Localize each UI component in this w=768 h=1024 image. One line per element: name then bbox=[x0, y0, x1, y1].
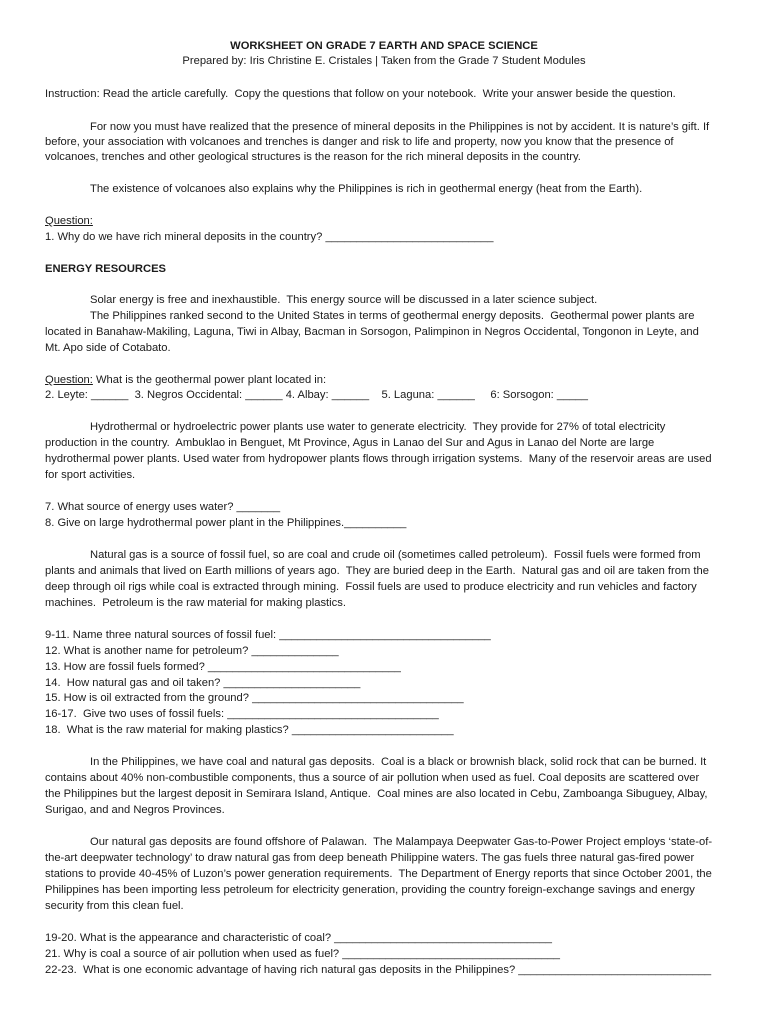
gas-paragraph-line: Philippines has been importing less petroleum for electricity generation, providing the country foreign-exchange savings and energy bbox=[45, 884, 695, 896]
volcano-paragraph: The existence of volcanoes also explains why the Philippines is rich in geothermal energy (heat from the Earth). bbox=[90, 183, 643, 195]
coal-paragraph-line: Surigao, and and Negros Provinces. bbox=[45, 804, 225, 816]
fossil-paragraph-line: machines. Petroleum is the raw material for making plastics. bbox=[45, 597, 346, 609]
question-text: What is the geothermal power plant located in: bbox=[92, 374, 327, 386]
coal-paragraph-line: the Philippines but the largest deposit in Semirara Island, Antique. Coal mines are also located in Cebu, Zamboanga Sibuguey, Albay, bbox=[45, 788, 708, 800]
fossil-paragraph-line: deep through oil rigs while coal is extracted through mining. Fossil fuels are used to produce electricity and run vehicles and factory bbox=[45, 581, 697, 593]
hydro-paragraph-line: hydrothermal power plants. Used water from hydropower plants flows through irrigation systems. Many of the reservoir areas are used bbox=[45, 453, 712, 465]
question-21: 21. Why is coal a source of air pollution when used as fuel? ___________________________________ bbox=[45, 948, 561, 960]
gas-paragraph-line: the-art deepwater technology’ to draw natural gas from deep beneath Philippine waters. The gas fuels three natural gas-fired power bbox=[45, 852, 695, 864]
worksheet-title: WORKSHEET ON GRADE 7 EARTH AND SPACE SCIENCE bbox=[230, 40, 538, 52]
question-22-23: 22-23. What is one economic advantage of having rich natural gas deposits in the Philippines? _______________________________ bbox=[45, 964, 712, 976]
question-15: 15. How is oil extracted from the ground? __________________________________ bbox=[45, 692, 464, 704]
fossil-paragraph-line: plants and animals that lived on Earth millions of years ago. They are buried deep in the Earth. Natural gas and oil are taken from the bbox=[45, 565, 709, 577]
question-12: 12. What is another name for petroleum? ______________ bbox=[45, 645, 339, 657]
question-9-11: 9-11. Name three natural sources of fossil fuel: __________________________________ bbox=[45, 629, 491, 641]
geothermal-paragraph-line: Mt. Apo side of Cotabato. bbox=[45, 342, 171, 354]
intro-paragraph-line: before, your association with volcanoes and trenches is danger and risk to life and property, now you know that the presence of bbox=[45, 136, 674, 148]
intro-paragraph-line: volcanoes, trenches and other geological structures is the reason for the rich mineral deposits in the country. bbox=[45, 151, 581, 163]
geothermal-paragraph-line: located in Banahaw-Makiling, Laguna, Tiwi in Albay, Bacman in Sorsogon, Palimpinon in Negros Occidental, Tongonon in Leyte, and bbox=[45, 326, 699, 338]
question-14: 14. How natural gas and oil taken? ______________________ bbox=[45, 677, 361, 689]
geothermal-paragraph-line: The Philippines ranked second to the United States in terms of geothermal energy deposits. Geothermal power plants are bbox=[90, 310, 695, 322]
gas-paragraph-line: Our natural gas deposits are found offshore of Palawan. The Malampaya Deepwater Gas-to-Power Project employs ‘state-of- bbox=[90, 836, 713, 848]
coal-paragraph-line: In the Philippines, we have coal and natural gas deposits. Coal is a black or brownish black, solid rock that can be burned. It bbox=[90, 756, 707, 768]
worksheet-subtitle: Prepared by: Iris Christine E. Cristales | Taken from the Grade 7 Student Modules bbox=[182, 55, 586, 67]
hydro-paragraph-line: for sport activities. bbox=[45, 469, 136, 481]
question-18: 18. What is the raw material for making plastics? __________________________ bbox=[45, 724, 454, 736]
question-16-17: 16-17. Give two uses of fossil fuels: __________________________________ bbox=[45, 708, 439, 720]
question-geothermal bbox=[45, 373, 326, 387]
gas-paragraph-line: stations to provide 40-45% of Luzon’s power generation requirements. The Department of Energy reports that since October 2001, the bbox=[45, 868, 712, 880]
question-label: Question: bbox=[45, 215, 93, 227]
question-19-20: 19-20. What is the appearance and characteristic of coal? ___________________________________ bbox=[45, 932, 552, 944]
hydro-paragraph-line: production in the country. Ambuklao in Benguet, Mt Province, Agus in Lanao del Sur and Agus in Lanao del Norte are large bbox=[45, 437, 655, 449]
section-heading-energy: ENERGY RESOURCES bbox=[45, 263, 167, 275]
fossil-paragraph-line: Natural gas is a source of fossil fuel, so are coal and crude oil (sometimes called petroleum). Fossil fuels were formed from bbox=[90, 549, 701, 561]
question-13: 13. How are fossil fuels formed? _______________________________ bbox=[45, 661, 401, 673]
question-7: 7. What source of energy uses water? _______ bbox=[45, 501, 281, 513]
question-1: 1. Why do we have rich mineral deposits in the country? ___________________________ bbox=[45, 231, 494, 243]
coal-paragraph-line: contains about 40% non-combustible components, thus a source of air pollution when used as fuel. Coal deposits are scattered over bbox=[45, 772, 700, 784]
questions-2-6: 2. Leyte: ______ 3. Negros Occidental: ______ 4. Albay: ______ 5. Laguna: ______ 6: Sorsogon: _____ bbox=[45, 389, 588, 401]
solar-paragraph: Solar energy is free and inexhaustible. This energy source will be discussed in a later science subject. bbox=[90, 294, 598, 306]
hydro-paragraph-line: Hydrothermal or hydroelectric power plants use water to generate electricity. They provide for 27% of total electricity bbox=[90, 421, 666, 433]
question-label: Question: bbox=[45, 374, 93, 386]
instruction-text: Instruction: Read the article carefully. Copy the questions that follow on your notebook. Write your answer beside the question. bbox=[45, 88, 676, 100]
gas-paragraph-line: security from this clean fuel. bbox=[45, 900, 184, 912]
question-8: 8. Give on large hydrothermal power plant in the Philippines.__________ bbox=[45, 517, 407, 529]
intro-paragraph-line: For now you must have realized that the presence of mineral deposits in the Philippines is not by accident. It is nature’s gift. If bbox=[90, 121, 710, 133]
